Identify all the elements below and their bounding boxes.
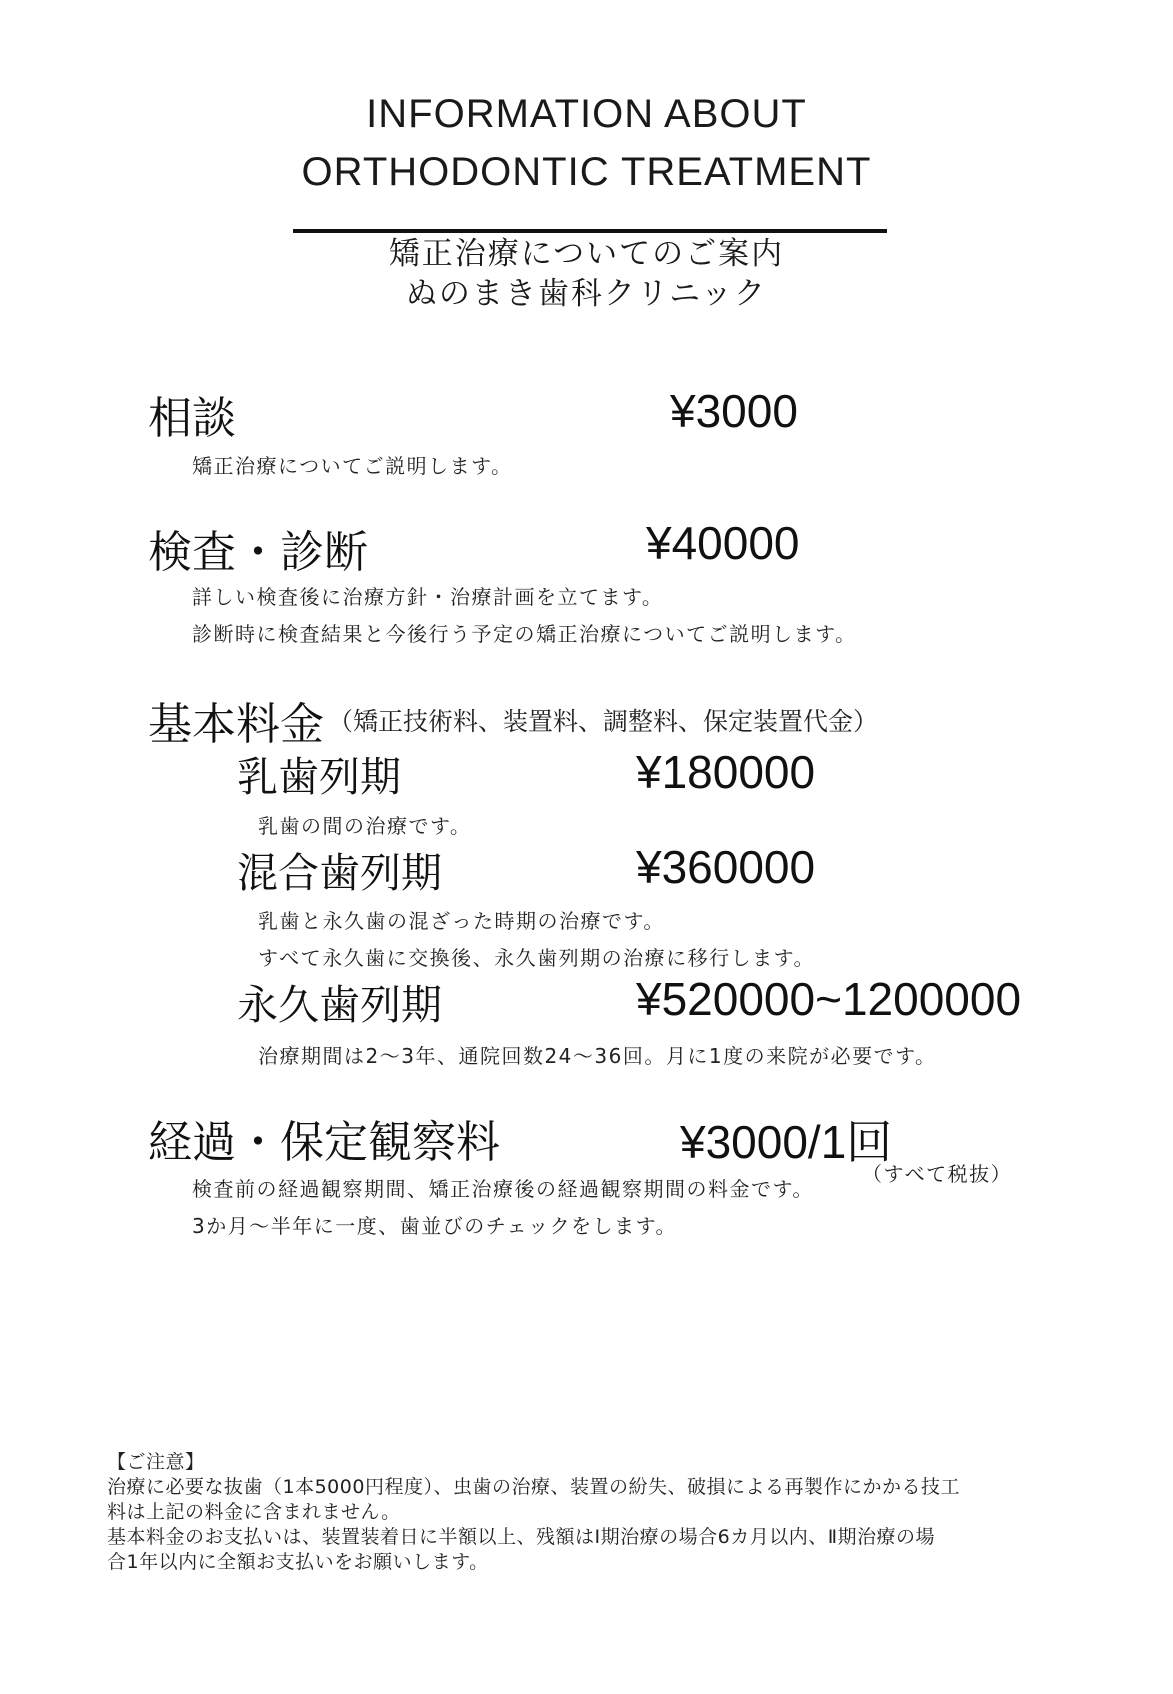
tax-note: （すべて税抜） [862,1162,1013,1186]
item-label: 基本料金 [148,699,324,750]
subitem-label: 混合歯列期 [237,849,442,897]
subitem-desc: 乳歯と永久歯の混ざった時期の治療です。 [258,909,665,933]
notice-line: 合1年以内に全額お支払いをお願いします。 [107,1551,489,1573]
item-note: （矯正技術料、装置料、調整料、保定装置代金） [328,707,879,736]
page-title-line1: INFORMATION ABOUT [366,92,807,136]
item-label: 経過・保定観察料 [148,1117,500,1168]
subitem-label: 永久歯列期 [237,981,442,1029]
subitem-label: 乳歯列期 [237,753,401,801]
page-title-line2: ORTHODONTIC TREATMENT [301,150,872,194]
item-label: 相談 [148,393,236,444]
notice-line: 料は上記の料金に含まれません。 [107,1501,401,1523]
item-price: ¥3000 [670,385,798,437]
item-desc: 診断時に検査結果と今後行う予定の矯正治療についてご説明します。 [192,622,857,646]
item-desc: 検査前の経過観察期間、矯正治療後の経過観察期間の料金です。 [192,1177,814,1201]
subitem-desc: すべて永久歯に交換後、永久歯列期の治療に移行します。 [258,946,815,970]
item-desc: 詳しい検査後に治療方針・治療計画を立てます。 [192,585,664,609]
item-price: ¥3000/1回 [680,1116,893,1168]
item-label: 検査・診断 [148,527,368,578]
notice-line: 基本料金のお支払いは、装置装着日に半額以上、残額はⅠ期治療の場合6カ月以内、Ⅱ期治療の場 [107,1526,936,1548]
subitem-desc: 乳歯の間の治療です。 [258,814,472,838]
clinic-name: ぬのまき歯科クリニック [405,276,768,312]
item-price: ¥40000 [646,517,800,569]
notice-line: 治療に必要な抜歯（1本5000円程度）、虫歯の治療、装置の紛失、破損による再製作にかかる技工 [107,1476,960,1498]
subitem-desc: 治療期間は2〜3年、通院回数24〜36回。月に1度の来院が必要です。 [258,1044,937,1068]
subitem-price: ¥520000~1200000 [636,973,1022,1025]
page-subtitle: 矯正治療についてのご案内 [388,236,785,272]
notice-heading: 【ご注意】 [107,1451,205,1473]
item-desc: 3か月〜半年に一度、歯並びのチェックをします。 [192,1214,678,1238]
item-desc: 矯正治療についてご説明します。 [192,454,513,478]
subitem-price: ¥180000 [636,746,816,798]
subitem-price: ¥360000 [636,841,816,893]
